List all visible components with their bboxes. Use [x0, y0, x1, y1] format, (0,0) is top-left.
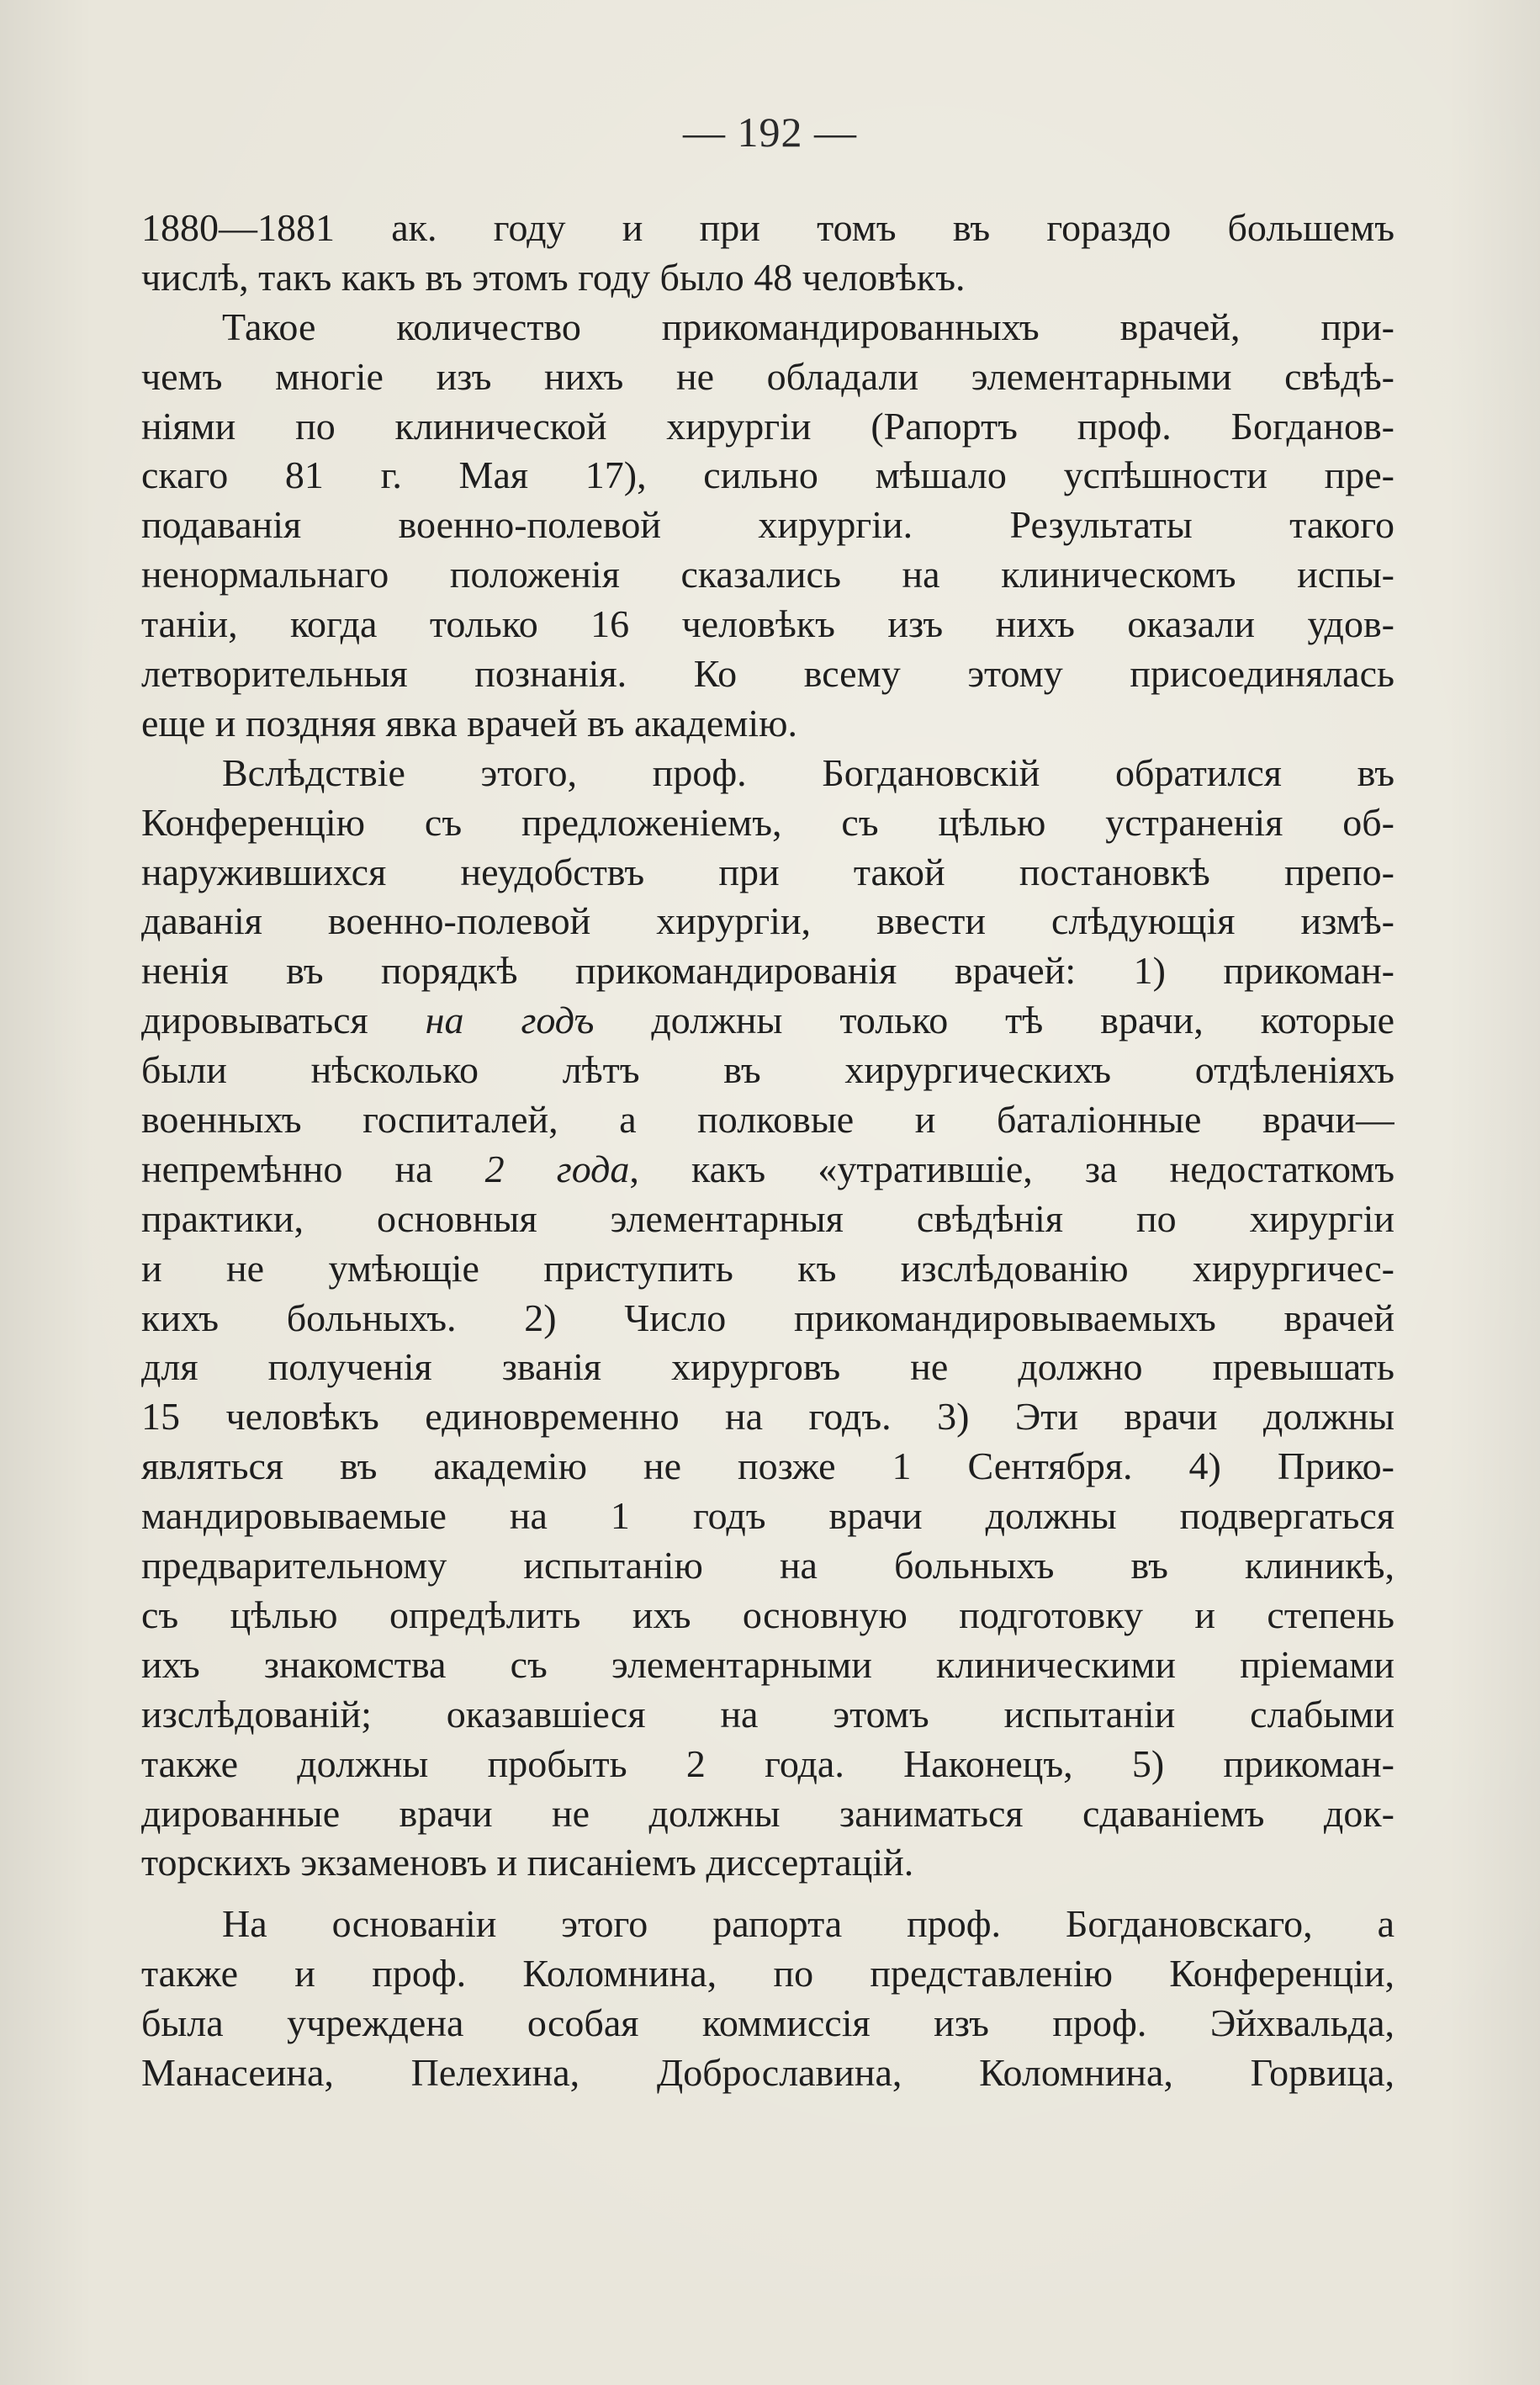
text-line: Манасеина, Пелехина, Доброславина, Коломнина, Горвица,: [141, 2050, 1394, 2094]
text-line: Конференцію съ предложеніемъ, съ цѣлью устраненія об-: [141, 800, 1394, 844]
text-line: практики, основныя элементарныя свѣдѣнія по хирургіи: [141, 1196, 1394, 1240]
text-line: Такое количество прикомандированныхъ врачей, при-: [222, 305, 1394, 348]
text-line: были нѣсколько лѣтъ въ хирургическихъ отдѣленіяхъ: [141, 1048, 1394, 1092]
text-line: ихъ знакомства съ элементарными клиническими пріемами: [141, 1642, 1394, 1686]
text-line: Вслѣдствіе этого, проф. Богдановскій обратился въ: [222, 750, 1394, 794]
text-line: [141, 1145, 1394, 1195]
text-line: кихъ больныхъ. 2) Число прикомандировываемыхъ врачей: [141, 1296, 1394, 1339]
text-segment: должны только тѣ врачи, которые: [594, 999, 1394, 1042]
text-line: торскихъ экзаменовъ и писаніемъ диссертацій.: [141, 1841, 914, 1884]
text-line: даванія военно-полевой хирургіи, ввести слѣдующія измѣ-: [141, 899, 1394, 943]
italic-text: на годъ: [425, 999, 595, 1042]
text-line: для полученія званія хирурговъ не должно превышать: [141, 1345, 1394, 1389]
text-line: таніи, когда только 16 человѣкъ изъ нихъ оказали удов-: [141, 602, 1394, 646]
text-line: [141, 996, 1394, 1046]
paragraph-2: [141, 303, 1394, 749]
text-line: и не умѣющіе приступить къ изслѣдованію хирургичес-: [141, 1246, 1394, 1290]
text-line: военныхъ госпиталей, а полковые и баталіонные врачи—: [141, 1098, 1394, 1142]
text-line: также и проф. Коломнина, по представленію Конференціи,: [141, 1952, 1394, 1995]
text-line: являться въ академію не позже 1 Сентября. 4) Прико-: [141, 1444, 1394, 1488]
text-line: подаванія военно-полевой хирургіи. Результаты такого: [141, 503, 1394, 547]
text-line: предварительному испытанію на больныхъ въ клиникѣ,: [141, 1544, 1394, 1587]
text-line: наружившихся неудобствъ при такой постановкѣ препо-: [141, 850, 1394, 893]
text-line: 1880—1881 ак. году и при томъ въ гораздо большемъ: [141, 206, 1394, 249]
text-line: На основаніи этого рапорта проф. Богдановскаго, а: [222, 1902, 1394, 1946]
text-line: ніями по клинической хирургіи (Рапортъ проф. Богданов-: [141, 404, 1394, 448]
text-line: летворительныя познанія. Ко всему этому присоединялась: [141, 652, 1394, 696]
text-line: числѣ, такъ какъ въ этомъ году было 48 человѣкъ.: [141, 255, 966, 299]
text-segment: дировываться: [141, 999, 426, 1042]
paragraph-gap: [141, 1888, 1394, 1900]
text-line: дированные врачи не должны заниматься сдаваніемъ док-: [141, 1791, 1394, 1835]
text-line: еще и поздняя явка врачей въ академію.: [141, 701, 798, 745]
text-segment: , какъ «утратившіе, за недостаткомъ: [629, 1147, 1394, 1190]
paragraph-3: [141, 749, 1394, 1888]
italic-text: 2 года: [484, 1147, 630, 1190]
page-number: — 192 —: [683, 109, 857, 156]
text-line: скаго 81 г. Мая 17), сильно мѣшало успѣшности пре-: [141, 453, 1394, 497]
text-line: ненормальнаго положенія сказались на клиническомъ испы-: [141, 553, 1394, 596]
text-line: съ цѣлью опредѣлить ихъ основную подготовку и степень: [141, 1593, 1394, 1636]
text-line: чемъ многіе изъ нихъ не обладали элементарными свѣдѣ-: [141, 354, 1394, 398]
text-segment: непремѣнно на: [141, 1147, 485, 1190]
body-text: [141, 204, 1394, 2098]
text-line: также должны пробыть 2 года. Наконецъ, 5) прикоман-: [141, 1741, 1394, 1785]
text-line: была учреждена особая коммиссія изъ проф. Эйхвальда,: [141, 2001, 1394, 2045]
text-line: 15 человѣкъ единовременно на годъ. 3) Эти врачи должны: [141, 1395, 1394, 1439]
text-line: ненія въ порядкѣ прикомандированія врачей: 1) прикоман-: [141, 949, 1394, 993]
paragraph-4: [141, 1900, 1394, 2098]
paragraph-1: [141, 204, 1394, 303]
text-line: изслѣдованій; оказавшіеся на этомъ испытаніи слабыми: [141, 1692, 1394, 1736]
text-line: мандировываемые на 1 годъ врачи должны подвергаться: [141, 1494, 1394, 1538]
